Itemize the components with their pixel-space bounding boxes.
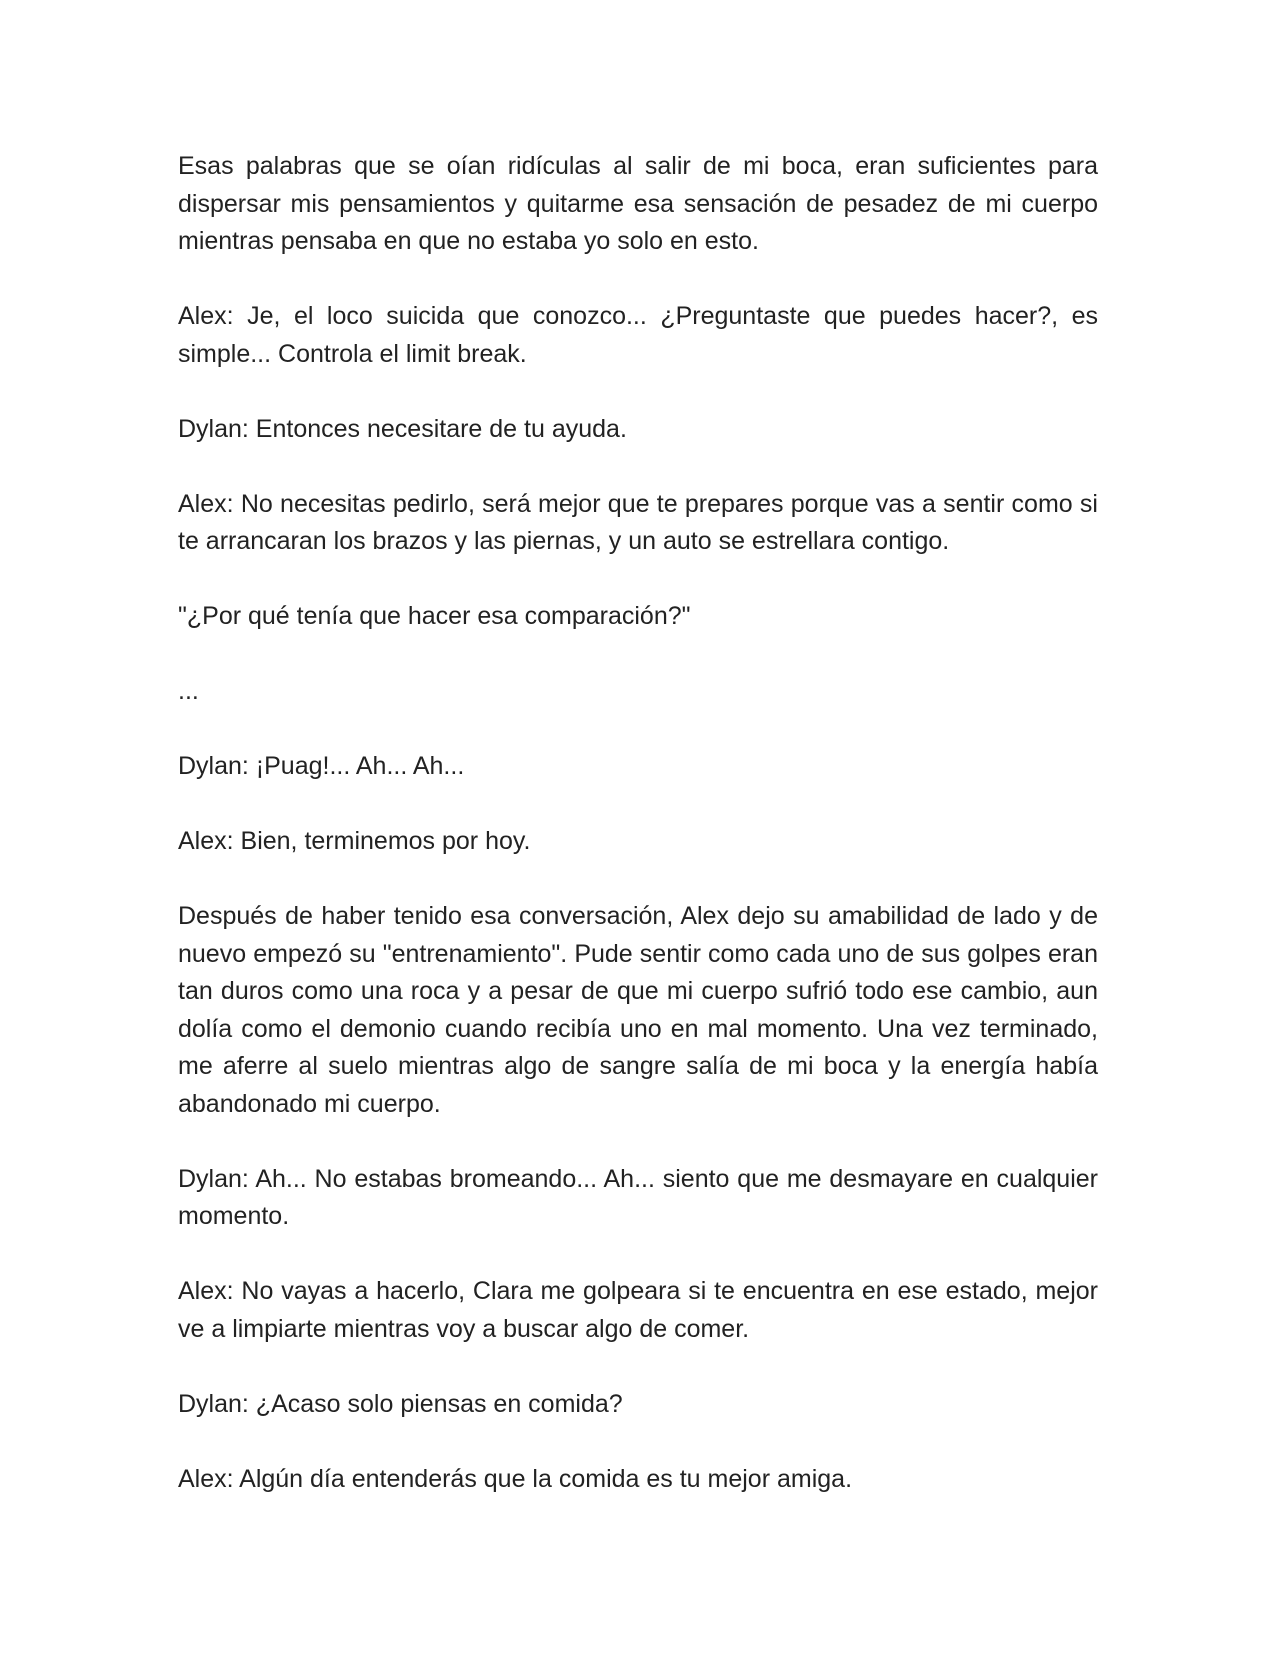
paragraph-dialogue-alex-3: Alex: Bien, terminemos por hoy. <box>178 827 531 855</box>
paragraph-narration-2: Después de haber tenido esa conversación, Alex dejo su amabilidad de lado y de nuevo empezó su "entrenamiento". Pude sentir como cada uno de sus golpes eran tan duros como una roca y a pesar de que mi cuerpo sufrió todo ese cambio, aun dolía como el demonio cuando recibía uno en mal momento. Una vez terminado, me aferre al suelo mientras algo de sangre salía de mi boca y la energía había abandonado mi cuerpo. <box>178 902 1098 1118</box>
paragraph-narration-1: Esas palabras que se oían ridículas al salir de mi boca, eran suficientes para dispersar mis pensamientos y quitarme esa sensación de pesadez de mi cuerpo mientras pensaba en que no estaba yo solo en esto. <box>178 152 1098 255</box>
paragraph-thought-1: "¿Por qué tenía que hacer esa comparación?" <box>178 602 691 630</box>
document-page <box>178 148 1098 1536</box>
paragraph-ellipsis: ... <box>178 677 199 705</box>
paragraph-dialogue-dylan-4: Dylan: ¿Acaso solo piensas en comida? <box>178 1389 623 1418</box>
paragraph-dialogue-dylan-3: Dylan: Ah... No estabas bromeando... Ah... siento que me desmayare en cualquier momento. <box>178 1164 1098 1230</box>
paragraph-dialogue-alex-4: Alex: No vayas a hacerlo, Clara me golpeara si te encuentra en ese estado, mejor ve a limpiarte mientras voy a buscar algo de comer. <box>178 1277 1098 1343</box>
paragraph-dialogue-alex-1: Alex: Je, el loco suicida que conozco... ¿Preguntaste que puedes hacer?, es simple... Controla el limit break. <box>178 302 1098 368</box>
paragraph-dialogue-dylan-1: Dylan: Entonces necesitare de tu ayuda. <box>178 414 627 443</box>
paragraph-dialogue-alex-2: Alex: No necesitas pedirlo, será mejor que te prepares porque vas a sentir como si te arrancaran los brazos y las piernas, y un auto se estrellara contigo. <box>178 489 1098 555</box>
paragraph-dialogue-dylan-2: Dylan: ¡Puag!... Ah... Ah... <box>178 752 465 780</box>
paragraph-dialogue-alex-5: Alex: Algún día entenderás que la comida es tu mejor amiga. <box>178 1464 853 1493</box>
